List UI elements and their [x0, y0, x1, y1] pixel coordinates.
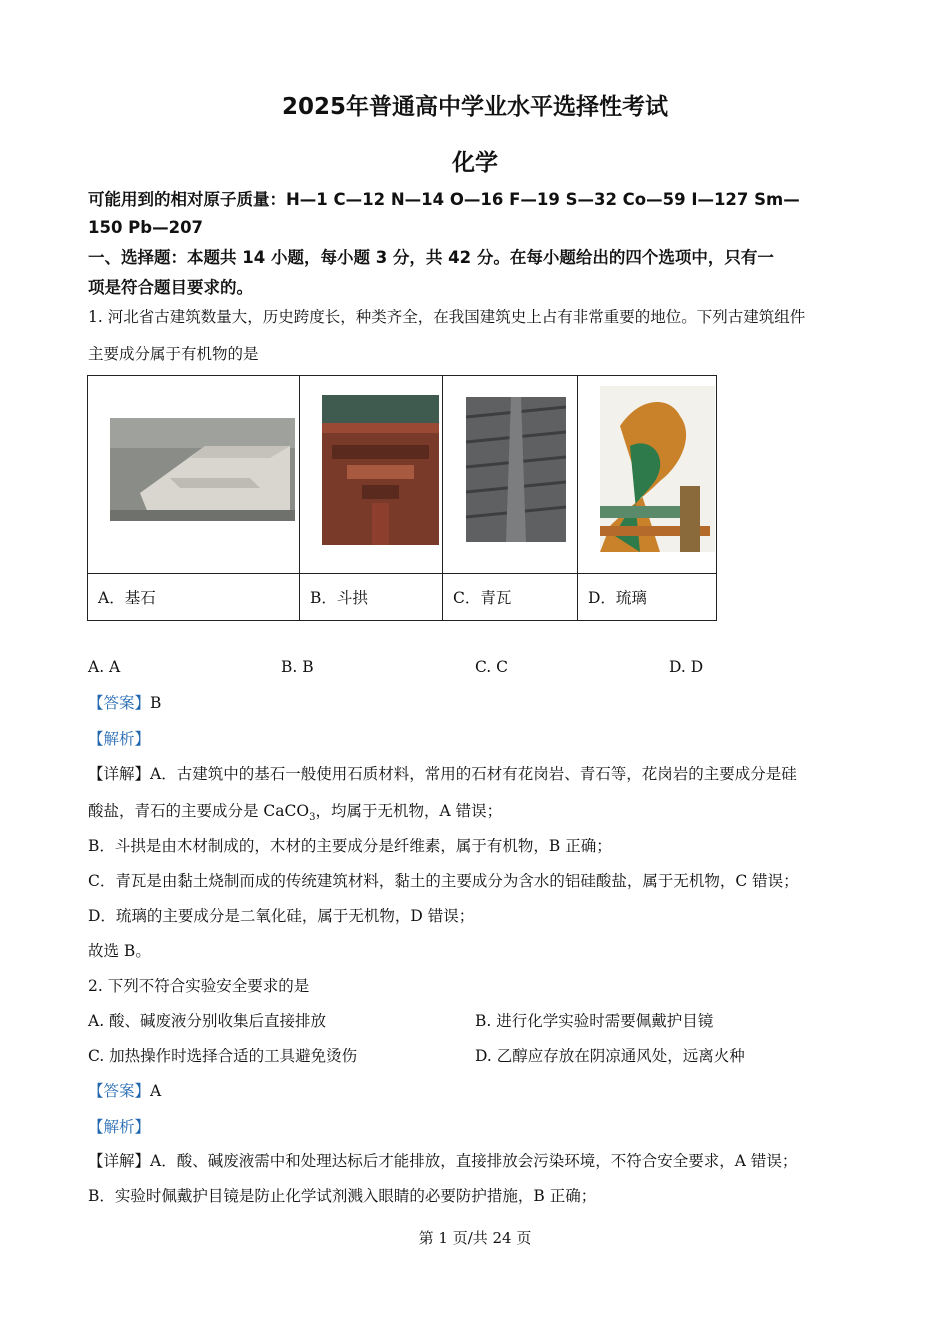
q1-option-a: A. A [88, 658, 121, 676]
q1-detail-a-line-2 [88, 800, 868, 829]
q1-image-table [87, 375, 717, 621]
q2-option-d: D. 乙醇应存放在阴凉通风处，远离火种 [475, 1047, 745, 1065]
atomic-mass-line-1: 可能用到的相对原子质量：H—1 C—12 N—14 O—16 F—19 S—32 Co—59 I—127 Sm— [88, 190, 800, 209]
answer-value: A [150, 1082, 162, 1100]
detail-text: A．古建筑中的基石一般使用石质材料，常用的石材有花岗岩、青石等，花岗岩的主要成分是硅 [150, 765, 797, 783]
atomic-mass-line-2: 150 Pb—207 [88, 218, 204, 237]
label-b: B．斗拱 [300, 574, 443, 621]
image-cell-b [300, 376, 443, 574]
q2-detail-a [88, 1150, 868, 1172]
label-d: D．琉璃 [578, 574, 717, 621]
subject-title: 化学 [452, 150, 498, 176]
foundation-stone-image [110, 418, 295, 521]
image-cell-d [578, 376, 717, 574]
answer-tag: 【答案】 [88, 694, 151, 712]
q2-option-b: B. 进行化学实验时需要佩戴护目镜 [475, 1012, 714, 1030]
detail-tag: 【详解】 [88, 1152, 151, 1170]
grey-tile-image [466, 397, 566, 542]
image-cell-c [443, 376, 578, 574]
q1-answer [88, 692, 868, 714]
detail-text: 酸盐，青石的主要成分是 CaCO [88, 802, 310, 820]
q1-stem-line-2: 主要成分属于有机物的是 [88, 345, 259, 363]
section-instructions-1: 一、选择题：本题共 14 小题，每小题 3 分，共 42 分。在每小题给出的四个选项中，只有一 [88, 248, 774, 267]
q1-detail-b: B．斗拱是由木材制成的，木材的主要成分是纤维素，属于有机物，B 正确； [88, 837, 612, 855]
image-cell-a [88, 376, 300, 574]
q1-option-d: D. D [669, 658, 704, 676]
q2-option-a: A. 酸、碱废液分别收集后直接排放 [88, 1012, 327, 1030]
q2-answer [88, 1080, 868, 1102]
answer-tag: 【答案】 [88, 1082, 151, 1100]
dougong-bracket-image [322, 395, 439, 545]
glazed-tile-image [600, 386, 715, 552]
answer-value: B [150, 694, 162, 712]
q2-analysis-tag: 【解析】 [88, 1118, 151, 1136]
q1-option-c: C. C [475, 658, 509, 676]
label-a: A．基石 [88, 574, 300, 621]
q2-option-c: C. 加热操作时选择合适的工具避免烫伤 [88, 1047, 358, 1065]
detail-text: ，均属于无机物，A 错误； [315, 802, 503, 820]
detail-tag: 【详解】 [88, 765, 151, 783]
q1-option-b: B. B [281, 658, 314, 676]
q1-analysis-tag: 【解析】 [88, 730, 151, 748]
q1-detail-c: C．青瓦是由黏土烧制而成的传统建筑材料，黏土的主要成分为含水的铝硅酸盐，属于无机物，C 错误； [88, 872, 799, 890]
q2-detail-b: B．实验时佩戴护目镜是防止化学试剂溅入眼睛的必要防护措施，B 正确； [88, 1187, 597, 1205]
q1-detail-d: D．琉璃的主要成分是二氧化硅，属于无机物，D 错误； [88, 907, 475, 925]
q1-detail-a-line-1 [88, 763, 868, 785]
q1-conclusion: 故选 B。 [88, 942, 151, 960]
q2-stem: 2. 下列不符合实验安全要求的是 [88, 977, 310, 995]
q1-stem-line-1: 1. 河北省古建筑数量大，历史跨度长，种类齐全，在我国建筑史上占有非常重要的地位。下列古建筑组件 [88, 308, 806, 326]
section-instructions-2: 项是符合题目要求的。 [88, 278, 253, 297]
label-c: C．青瓦 [443, 574, 578, 621]
subscript: 3 [309, 812, 316, 824]
exam-title: 2025年普通高中学业水平选择性考试 [281, 94, 668, 120]
detail-text: A．酸、碱废液需中和处理达标后才能排放，直接排放会污染环境，不符合安全要求，A 错误； [150, 1152, 798, 1170]
page-number: 第 1 页/共 24 页 [418, 1229, 532, 1247]
